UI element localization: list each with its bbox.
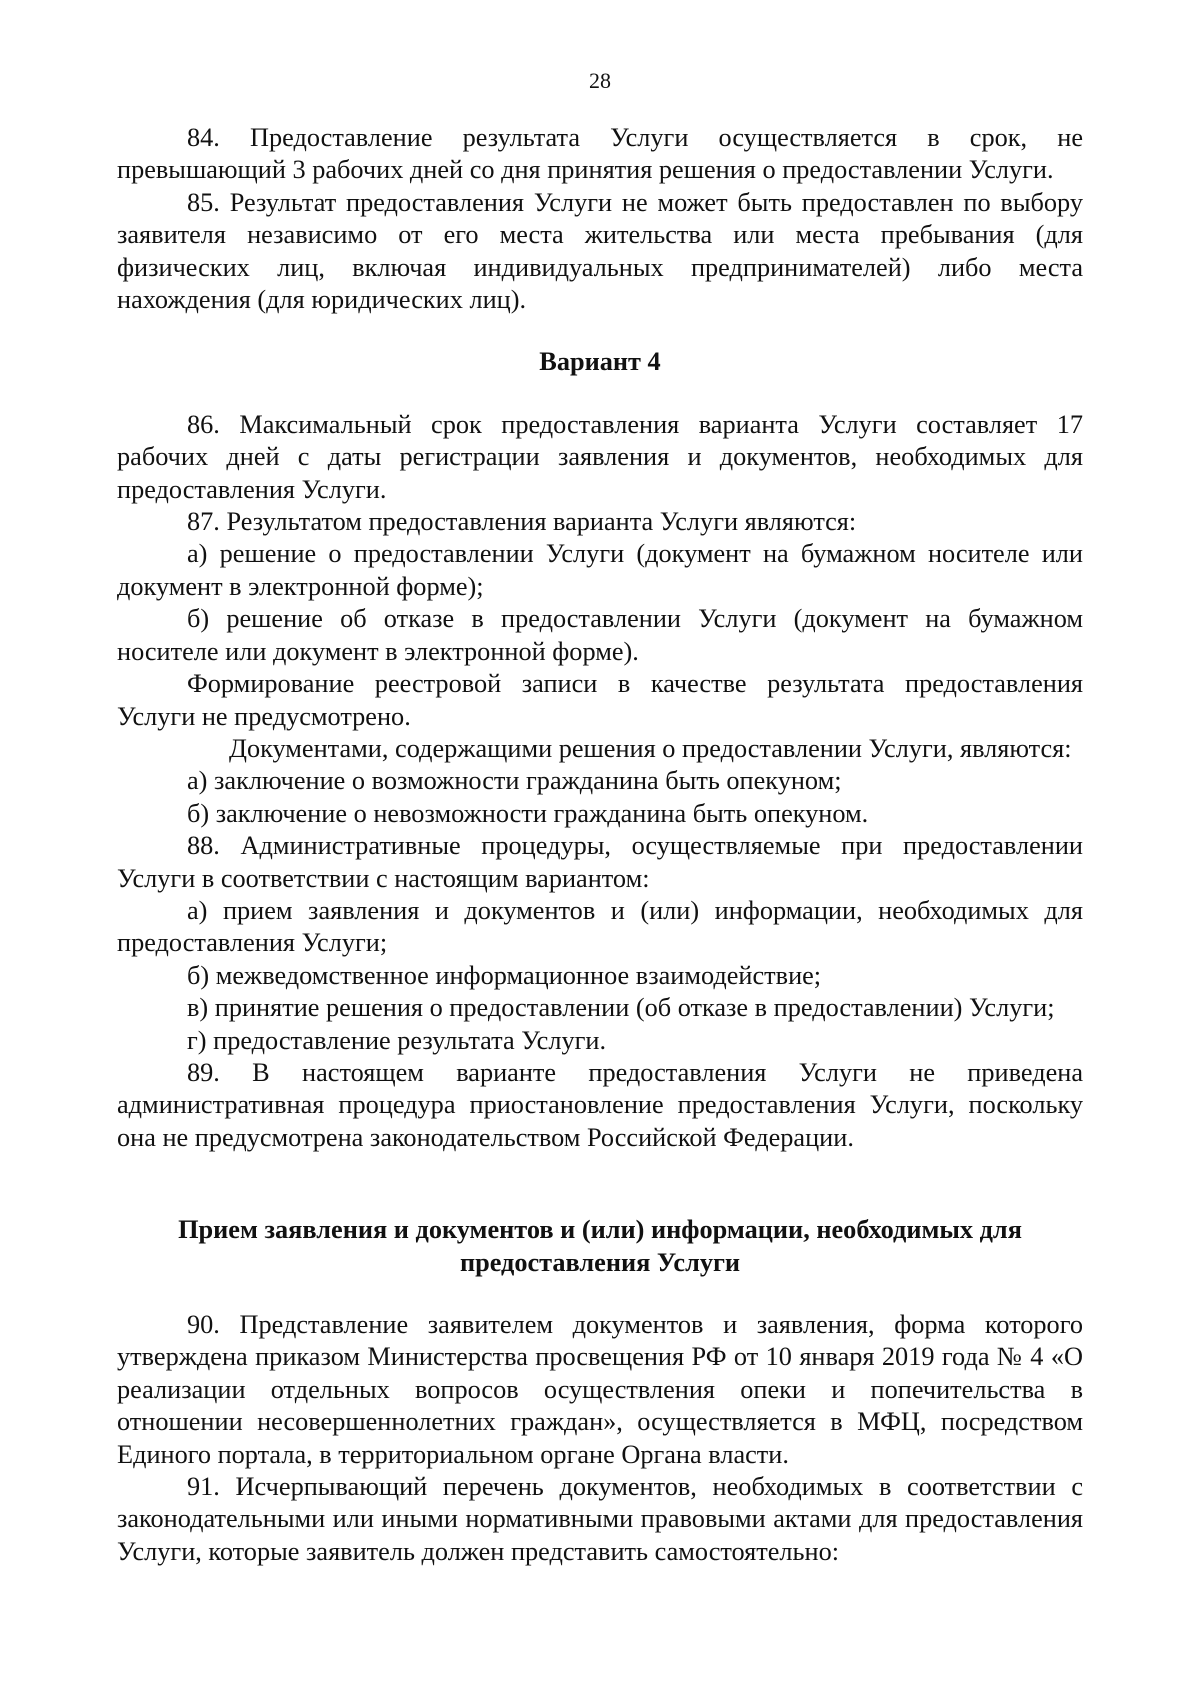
heading-application-reception bbox=[117, 1214, 1083, 1279]
paragraph-87-b: б) решение об отказе в предоставлении Услуги (документ на бумажном носителе или документ в электронной форме). bbox=[117, 604, 1083, 666]
paragraph-87-a: а) решение о предоставлении Услуги (документ на бумажном носителе или документ в электронной форме); bbox=[117, 539, 1083, 601]
paragraph-90: 90. Представление заявителем документов и заявления, форма которого утверждена приказом Министерства просвещения РФ от 10 января 2019 года № 4 «О реализации отдельных вопросов осуществления опеки и попечительства в отношении несовершеннолетних граждан», осуществляется в МФЦ, посредством Единого портала, в территориальном органе Органа власти. bbox=[117, 1310, 1083, 1469]
paragraph-88-b: б) межведомственное информационное взаимодействие; bbox=[187, 960, 822, 990]
paragraph-docs-b: б) заключение о невозможности гражданина быть опекуном. bbox=[187, 798, 869, 828]
paragraph-88-a: а) прием заявления и документов и (или) информации, необходимых для предоставления Услуги; bbox=[117, 895, 1083, 958]
paragraph-decision-documents: Документами, содержащими решения о предоставлении Услуги, являются: bbox=[229, 733, 1072, 763]
paragraph-89: 89. В настоящем варианте предоставления Услуги не приведена административная процедура приостановление предоставления Услуги, поскольку она не предусмотрена законодательством Российской Федерации. bbox=[117, 1057, 1083, 1152]
heading-line-2: предоставления Услуги bbox=[459, 1247, 741, 1277]
paragraph-84: 84. Предоставление результата Услуги осуществляется в срок, не превышающий 3 рабочих дней со дня принятия решения о предоставлении Услуги. bbox=[117, 123, 1083, 185]
paragraph-85: 85. Результат предоставления Услуги не может быть предоставлен по выбору заявителя независимо от его места жительства или места пребывания (для физических лиц, включая индивидуальных предпринимателей) либо места нахождения (для юридических лиц). bbox=[117, 187, 1083, 315]
heading-line-1: Прием заявления и документов и (или) информации, необходимых для bbox=[178, 1215, 1022, 1245]
page-number: 28 bbox=[589, 68, 611, 93]
paragraph-87: 87. Результатом предоставления варианта Услуги являются: bbox=[187, 507, 857, 537]
paragraph-91: 91. Исчерпывающий перечень документов, необходимых в соответствии с законодательными или иными нормативными правовыми актами для предоставления Услуги, которые заявитель должен представить самостоятельно: bbox=[117, 1472, 1083, 1566]
heading-variant-4: Вариант 4 bbox=[539, 347, 661, 377]
paragraph-88-c: в) принятие решения о предоставлении (об отказе в предоставлении) Услуги; bbox=[187, 993, 1055, 1023]
paragraph-registry-record: Формирование реестровой записи в качестве результата предоставления Услуги не предусмотрено. bbox=[117, 669, 1083, 731]
document-body bbox=[117, 122, 1083, 1568]
paragraph-88-d: г) предоставление результата Услуги. bbox=[187, 1025, 607, 1055]
paragraph-88: 88. Административные процедуры, осуществляемые при предоставлении Услуги в соответствии с настоящим вариантом: bbox=[117, 831, 1083, 893]
paragraph-86: 86. Максимальный срок предоставления варианта Услуги составляет 17 рабочих дней с даты регистрации заявления и документов, необходимых для предоставления Услуги. bbox=[117, 409, 1083, 504]
paragraph-docs-a: а) заключение о возможности гражданина быть опекуном; bbox=[187, 766, 842, 796]
